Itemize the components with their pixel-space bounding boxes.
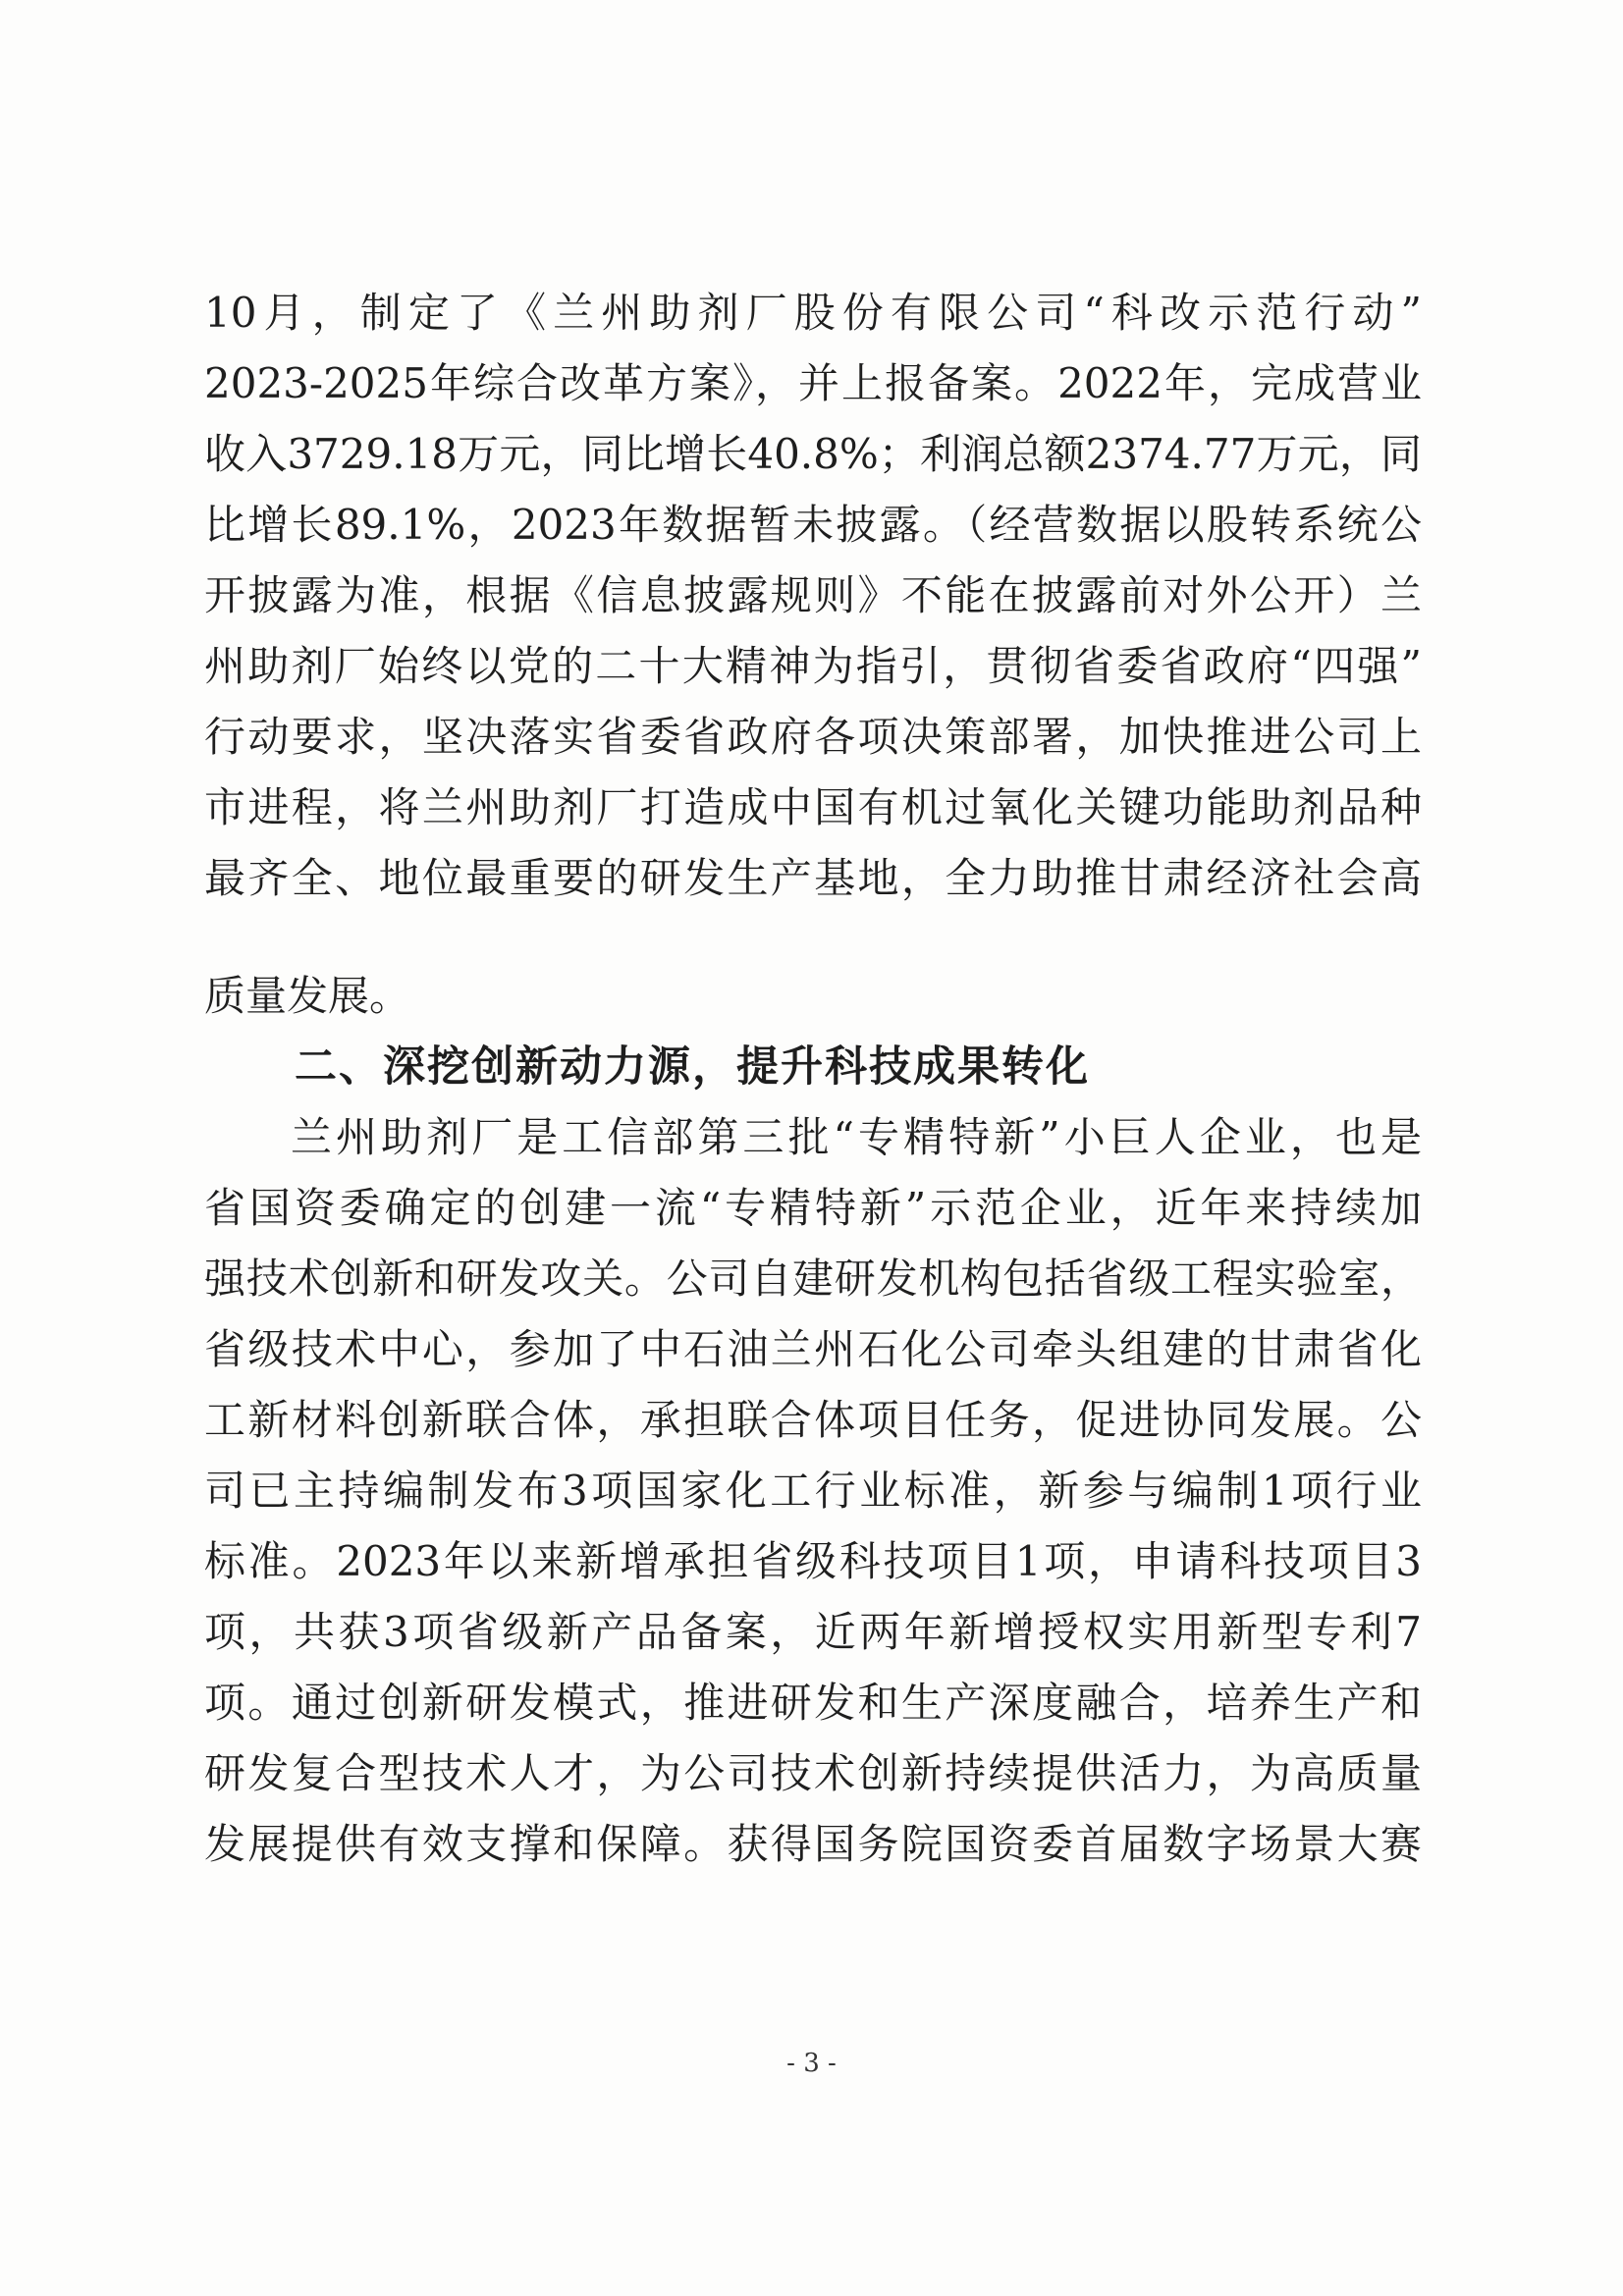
body-text-line: 项。通过创新研发模式，推进研发和生产深度融合，培养生产和 [204,1679,1422,1727]
body-text-line: 最齐全、地位最重要的研发生产基地，全力助推甘肃经济社会高 [204,854,1422,902]
body-text-line: 工新材料创新联合体，承担联合体项目任务，促进协同发展。公 [204,1396,1422,1444]
body-text-line: 发展提供有效支撑和保障。获得国务院国资委首届数字场景大赛 [204,1820,1422,1868]
body-text-line: 司已主持编制发布3项国家化工行业标准，新参与编制1项行业 [204,1467,1422,1515]
body-text-line: 质量发展。 [204,972,411,1020]
body-text-line: 项，共获3项省级新产品备案，近两年新增授权实用新型专利7 [204,1608,1422,1656]
body-text-line: 标准。2023年以来新增承担省级科技项目1项，申请科技项目3 [204,1537,1422,1585]
body-text-line: 州助剂厂始终以党的二十大精神为指引，贯彻省委省政府“四强” [204,642,1422,690]
body-text-line: 省国资委确定的创建一流“专精特新”示范企业，近年来持续加 [204,1184,1422,1232]
body-text-line: 比增长89.1%，2023年数据暂未披露。（经营数据以股转系统公 [204,501,1422,549]
page-number: - 3 - [786,2049,837,2078]
body-text-line: 市进程，将兰州助剂厂打造成中国有机过氧化关键功能助剂品种 [204,783,1422,831]
body-text-line: 行动要求，坚决落实省委省政府各项决策部署，加快推进公司上 [204,713,1422,761]
body-text-line: 强技术创新和研发攻关。公司自建研发机构包括省级工程实验室， [204,1255,1422,1303]
body-text-line: 收入3729.18万元，同比增长40.8%；利润总额2374.77万元，同 [204,430,1422,478]
body-text-line: 省级技术中心，参加了中石油兰州石化公司牵头组建的甘肃省化 [204,1325,1422,1373]
body-text-line: 兰州助剂厂是工信部第三批“专精特新”小巨人企业，也是 [291,1113,1422,1161]
body-text-line: 研发复合型技术人才，为公司技术创新持续提供活力，为高质量 [204,1749,1422,1797]
body-text-line: 开披露为准，根据《信息披露规则》不能在披露前对外公开）兰 [204,571,1422,619]
section-heading: 二、深挖创新动力源，提升科技成果转化 [295,1042,1090,1092]
body-text-line: 2023-2025年综合改革方案》，并上报备案。2022年，完成营业 [204,359,1422,407]
body-text-line: 10月，制定了《兰州助剂厂股份有限公司“科改示范行动” [204,289,1422,337]
